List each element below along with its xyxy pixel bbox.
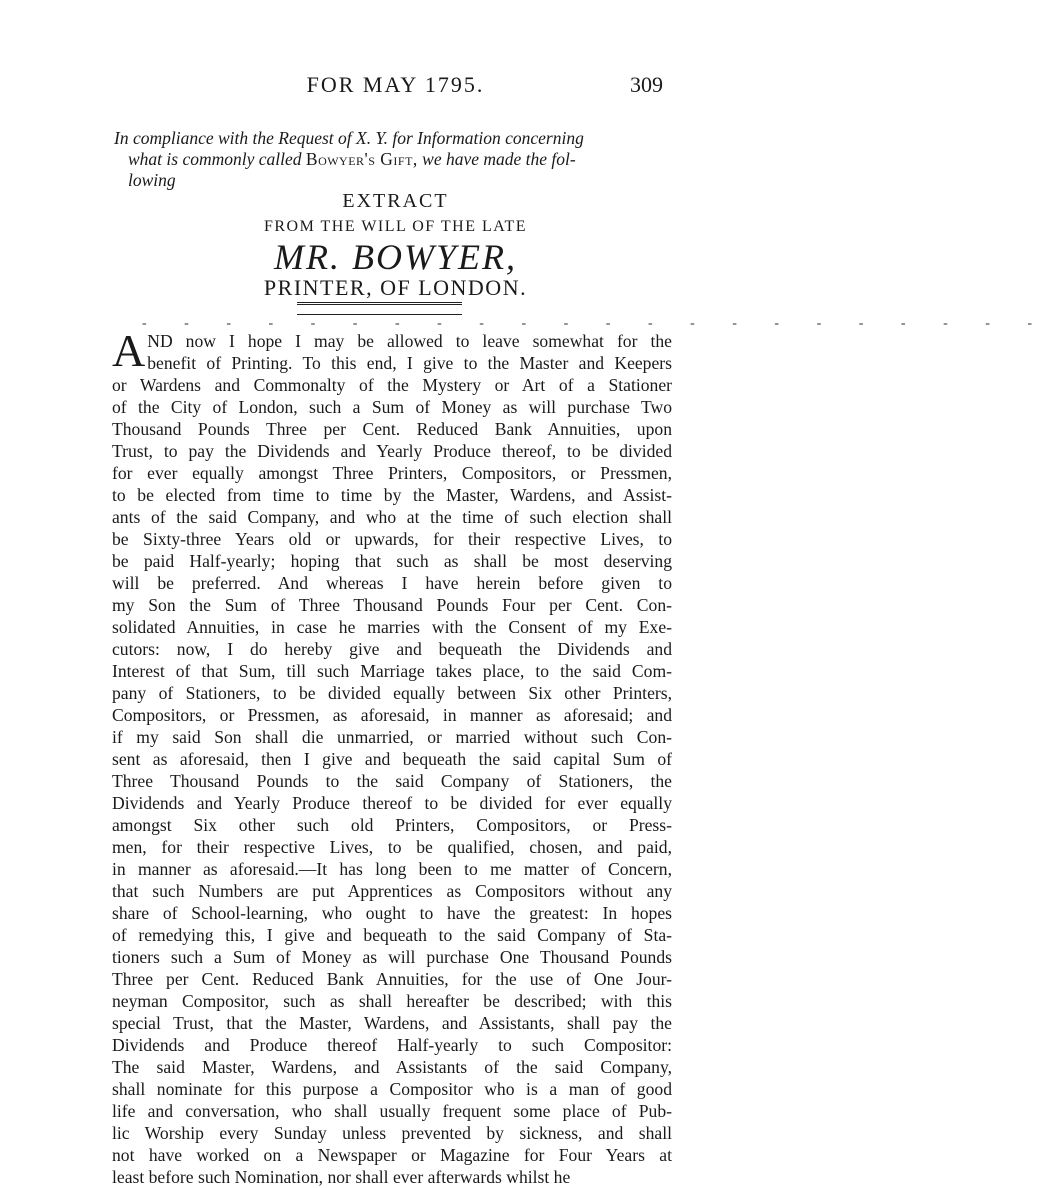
body-line: men, for their respective Lives, to be qualified, chosen, and paid, [112, 837, 672, 857]
will-body-text [112, 325, 672, 1188]
body-line: lic Worship every Sunday unless prevented by sickness, and shall [112, 1123, 672, 1143]
body-line: cutors: now, I do hereby give and bequeath the Dividends and [112, 639, 672, 659]
body-line: Trust, to pay the Dividends and Yearly Produce thereof, to be divided [112, 441, 672, 461]
body-line: tioners such a Sum of Money as will purchase One Thousand Pounds [112, 947, 672, 967]
body-line: be Sixty-three Years old or upwards, for their respective Lives, to [112, 529, 672, 549]
page-number: 309 [630, 72, 663, 97]
body-line: Three Thousand Pounds to the said Company of Stationers, the [112, 771, 672, 791]
body-line: will be preferred. And whereas I have herein before given to [112, 573, 672, 593]
body-line: Dividends and Yearly Produce thereof to be divided for ever equally [112, 793, 672, 813]
body-line: share of School-learning, who ought to have the greatest: In hopes [112, 903, 672, 923]
body-line: not have worked on a Newspaper or Magazine for Four Years at [112, 1145, 672, 1165]
body-line: amongst Six other such old Printers, Compositors, or Press- [112, 815, 672, 835]
body-line: for ever equally amongst Three Printers, Compositors, or Pressmen, [112, 463, 672, 483]
body-line: benefit of Printing. To this end, I give to the Master and Keepers [147, 353, 672, 373]
intro-text-c: we have made the fol- [417, 149, 576, 169]
heading-printer: PRINTER, OF LONDON. [263, 275, 528, 300]
dash-ornament: - - - - - - - - - - - - - - - - - - - - - - [142, 316, 1049, 331]
running-head-title: FOR MAY 1795. [306, 72, 485, 97]
body-line: special Trust, that the Master, Wardens, and Assistants, shall pay the [112, 1013, 672, 1033]
body-line: least before such Nomination, nor shall ever afterwards whilst he [112, 1167, 571, 1187]
body-line: ND now I hope I may be allowed to leave somewhat for the [147, 331, 672, 351]
body-line: Thousand Pounds Three per Cent. Reduced Bank Annuities, upon [112, 419, 672, 439]
body-line: Dividends and Produce thereof Half-yearly to such Compositor: [112, 1035, 672, 1055]
heading-extract: EXTRACT [342, 190, 449, 212]
intro-text-b: what is commonly called [128, 149, 306, 169]
body-line: that such Numbers are put Apprentices as Compositors without any [112, 881, 672, 901]
body-line: my Son the Sum of Three Thousand Pounds Four per Cent. Con- [112, 595, 672, 615]
heading-name: MR. BOWYER, [274, 237, 517, 277]
body-line: The said Master, Wardens, and Assistants of the said Company, [112, 1057, 672, 1077]
body-line: neyman Compositor, such as shall hereafter be described; with this [112, 991, 672, 1011]
body-line: if my said Son shall die unmarried, or married without such Con- [112, 727, 672, 747]
body-line: to be elected from time to time by the Master, Wardens, and Assist- [112, 485, 672, 505]
body-line: be paid Half-yearly; hoping that such as shall be most deserving [112, 551, 672, 571]
body-line: ants of the said Company, and who at the time of such election shall [112, 507, 672, 527]
body-line: sent as aforesaid, then I give and bequeath the said capital Sum of [112, 749, 672, 769]
body-line: Three per Cent. Reduced Bank Annuities, for the use of One Jour- [112, 969, 672, 989]
heading-from: FROM THE WILL OF THE LATE [263, 218, 528, 235]
body-line: Interest of that Sum, till such Marriage takes place, to the said Com- [112, 661, 672, 681]
double-rule-divider [297, 302, 462, 315]
body-line: in manner as aforesaid.—It has long been to me matter of Concern, [112, 859, 672, 879]
body-line: of the City of London, such a Sum of Money as will purchase Two [112, 397, 672, 417]
running-head [0, 72, 791, 106]
body-line: solidated Annuities, in case he marries with the Consent of my Exe- [112, 617, 672, 637]
body-line: life and conversation, who shall usually frequent some place of Pub- [112, 1101, 672, 1121]
drop-cap: A [112, 325, 146, 376]
intro-paragraph [114, 128, 674, 191]
body-line: Compositors, or Pressmen, as aforesaid, in manner as aforesaid; and [112, 705, 672, 725]
intro-text-d: lowing [128, 170, 176, 190]
body-line: of remedying this, I give and bequeath to the said Company of Sta- [112, 925, 672, 945]
body-line: shall nominate for this purpose a Compositor who is a man of good [112, 1079, 672, 1099]
intro-smallcaps: Bowyer's Gift, [305, 149, 418, 169]
intro-text-a: In compliance with the Request of X. Y. for Information concerning [114, 128, 584, 148]
body-line: pany of Stationers, to be divided equally between Six other Printers, [112, 683, 672, 703]
body-line: or Wardens and Commonalty of the Mystery or Art of a Stationer [112, 375, 672, 395]
